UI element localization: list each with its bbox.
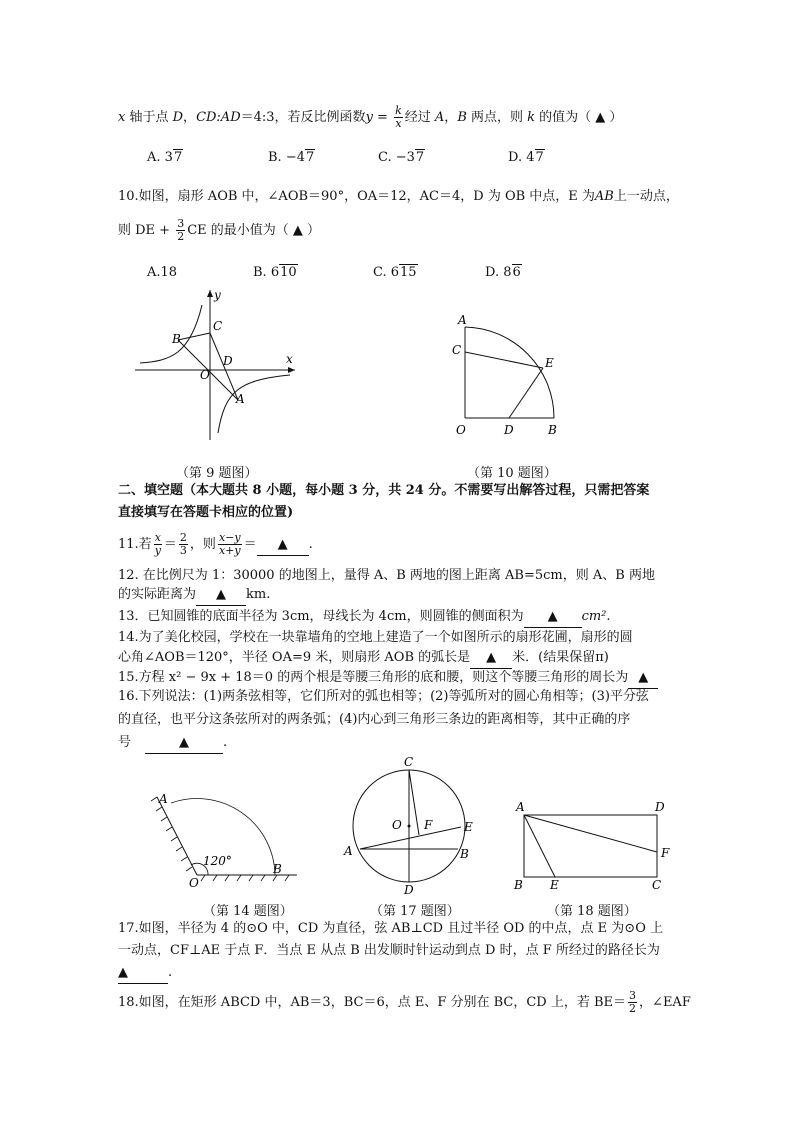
- q11-d: ＝: [243, 537, 257, 552]
- caption-fig14: （第 14 题图）: [203, 904, 293, 919]
- fig10-label-d: D: [504, 423, 514, 437]
- q10-frac-den: 2: [177, 230, 185, 243]
- q12-line2a: 的实际距离为: [118, 587, 197, 602]
- q9-t-e: CD:AD: [196, 110, 241, 125]
- q10-option-c: [373, 263, 418, 283]
- q9-opt-c-label: C. −3: [378, 150, 415, 165]
- fig14-label-b: B: [273, 862, 282, 876]
- figure-9: [130, 285, 305, 445]
- q16-line3b: .: [223, 735, 228, 750]
- fig14-label-angle: 120°: [203, 854, 232, 868]
- q9-opt-b-label: B. −4: [268, 150, 305, 165]
- q9-fraction: [394, 105, 403, 130]
- caption-fig10: （第 10 题图）: [467, 466, 557, 481]
- q10-text3a: 则 DE +: [118, 223, 175, 238]
- fig18-label-b: B: [514, 878, 523, 892]
- q11-a: 11.若: [118, 537, 152, 552]
- q13-answer-blank[interactable]: ▲: [524, 607, 582, 628]
- q13-a: 13．已知圆锥的底面半径为 3cm，母线长为 4cm，则圆锥的侧面积为: [118, 609, 524, 624]
- q10-opt-b-label: B. 6: [253, 265, 280, 280]
- fig9-label-x: x: [286, 352, 293, 366]
- q9-t-l: B: [457, 110, 467, 125]
- q9-t-c: D: [172, 110, 184, 125]
- q9-frac-num: k: [395, 104, 402, 117]
- q9-opt-a-rad: 7: [173, 150, 183, 165]
- q18-fraction: [628, 990, 637, 1015]
- q11-f2-den: 3: [179, 544, 187, 557]
- fig17-label-e: E: [464, 820, 473, 834]
- fig18-label-d: D: [655, 800, 665, 814]
- q9-t-n: k: [527, 110, 536, 125]
- q16-line3: [118, 733, 227, 754]
- q9-opt-d-label: D. 4: [508, 150, 535, 165]
- q10-option-b: [253, 263, 298, 283]
- q9-option-b: [268, 148, 315, 168]
- q10-opt-c-label: C. 6: [373, 265, 400, 280]
- q11-b: ＝: [163, 537, 177, 552]
- fig9-label-b: B: [172, 332, 181, 346]
- q11-c: ，则: [189, 537, 216, 552]
- q16-line2: 的直径，也平分这条弦所对的两条弧；(4)内心到三角形三条边的距离相等，其中正确的序: [118, 712, 631, 727]
- q18-line: [118, 990, 691, 1015]
- q12-line2b: km.: [246, 587, 271, 602]
- fig18-label-f: F: [661, 846, 670, 860]
- fig18-label-e: E: [550, 878, 559, 892]
- q11-f2-num: 2: [179, 531, 187, 544]
- fig17-label-o: O: [392, 818, 402, 832]
- caption-fig18: （第 18 题图）: [547, 904, 637, 919]
- q10-opt-b-rad: 10: [280, 265, 297, 280]
- q16-answer-blank[interactable]: ▲: [145, 733, 223, 754]
- fig10-label-e: E: [545, 356, 554, 370]
- q13-line: [118, 607, 611, 628]
- fig9-label-y: y: [214, 288, 221, 302]
- q9-t-h: =: [372, 110, 393, 125]
- q16-line3a: 号: [118, 735, 132, 750]
- q10-arc: AB: [594, 189, 614, 204]
- q11-frac2: [179, 532, 188, 557]
- q15-line: [118, 668, 658, 689]
- q12-line1: 12. 在比例尺为 1：30000 的地图上，量得 A、B 两地的图上距离 AB=5cm，则 A、B 两地: [118, 568, 655, 583]
- figure-10: [450, 312, 570, 442]
- fig10-label-a: A: [458, 313, 467, 327]
- fig17-label-f: F: [424, 818, 433, 832]
- q18-f-den: 2: [629, 1002, 637, 1015]
- q9-t-f: ＝4:3，若反比例函数: [240, 110, 366, 125]
- q11-f1-den: y: [154, 544, 161, 557]
- q11-e: .: [308, 537, 313, 552]
- q11-frac3: [218, 532, 242, 557]
- q17-answer-blank[interactable]: ▲: [118, 963, 168, 984]
- fig14-label-a: A: [159, 792, 168, 806]
- q10-line2: [118, 218, 320, 243]
- q18-b: ，∠EAF: [639, 995, 691, 1010]
- q10-opt-a-label: A.18: [147, 265, 178, 280]
- q11-f3-den: x+y: [218, 544, 241, 557]
- fig9-label-a: A: [236, 392, 245, 406]
- q14-line1: 14.为了美化校园，学校在一块靠墙角的空地上建造了一个如图所示的扇形花圃，扇形的圆: [118, 630, 633, 645]
- caption-fig9: （第 9 题图）: [176, 466, 258, 481]
- fig17-label-a: A: [344, 844, 353, 858]
- q11-line: [118, 532, 313, 557]
- fig17-label-b: B: [460, 847, 469, 861]
- fig18-label-a: A: [516, 800, 525, 814]
- q11-frac1: [154, 532, 162, 557]
- q9-t-b: 轴于点: [125, 110, 173, 125]
- figure-14: [145, 785, 300, 890]
- q17-line2: 一动点，CF⊥AE 于点 F．当点 E 从点 B 出发顺时针运动到点 D 时，点 F 所经过的路径长为: [118, 943, 660, 958]
- q10-fraction: [176, 218, 185, 243]
- q9-line1: [118, 105, 622, 130]
- fig17-label-c: C: [404, 755, 414, 769]
- q10-frac-num: 3: [177, 217, 185, 230]
- q10-line1: [118, 187, 679, 207]
- q15-a: 15.方程 x² − 9x + 18＝0 的两个根是等腰三角形的底和腰，则这个等腰三角形的周长为: [118, 670, 629, 685]
- q14-line2a: 心角∠AOB＝120°，半径 OA=9 米，则扇形 AOB 的弧长是: [118, 650, 471, 665]
- q9-opt-b-rad: 7: [305, 150, 315, 165]
- fig17-label-d: D: [404, 883, 414, 895]
- q12-answer-blank[interactable]: ▲: [196, 585, 246, 606]
- q11-answer-blank[interactable]: ▲: [257, 535, 309, 556]
- fig10-label-b: B: [548, 423, 557, 437]
- q10-opt-d-rad: 6: [512, 265, 521, 280]
- q9-t-m: 两点，则: [466, 110, 528, 125]
- q11-f3-num: x−y: [218, 531, 241, 544]
- q9-t-d: ，: [183, 110, 197, 125]
- q10-text1: 10.如图，扇形 AOB 中，∠AOB＝90°，OA＝12，AC＝4，D 为 OB 中点，E 为: [118, 189, 595, 204]
- q14-answer-blank[interactable]: ▲: [470, 648, 512, 669]
- q9-frac-den: x: [395, 117, 402, 130]
- q9-t-g: y: [365, 110, 373, 125]
- q9-option-c: [378, 148, 425, 168]
- q9-t-j: A: [434, 110, 445, 125]
- q18-a: 18.如图，在矩形 ABCD 中，AB＝3，BC＝6，点 E、F 分别在 BC，CD 上，若 BE＝: [118, 995, 627, 1010]
- q14-line2b: 米．(结果保留π): [512, 650, 609, 665]
- q9-opt-d-rad: 7: [535, 150, 544, 165]
- caption-fig17: （第 17 题图）: [370, 904, 460, 919]
- fig9-label-c: C: [213, 319, 223, 333]
- q12-line2: [118, 585, 270, 606]
- q17-line1: 17.如图，半径为 4 的⊙O 中，CD 为直径，弦 AB⊥CD 且过半径 OD 的中点，点 E 为⊙O 上: [118, 921, 663, 936]
- q9-opt-c-rad: 7: [415, 150, 425, 165]
- q9-t-i: 经过: [404, 110, 435, 125]
- fig18-label-c: C: [652, 878, 662, 892]
- figure-17: [340, 755, 480, 895]
- figure-18: [510, 795, 675, 895]
- q15-answer-blank[interactable]: ▲: [628, 668, 658, 689]
- q9-t-k: ，: [444, 110, 458, 125]
- q18-f-num: 3: [629, 989, 637, 1002]
- q16-line1: 16.下列说法：(1)两条弦相等，它们所对的弧也相等；(2)等弧所对的圆心角相等；(3)平分弦: [118, 689, 649, 704]
- q9-option-a: [147, 148, 183, 168]
- q9-option-d: [508, 148, 545, 168]
- q13-b: cm².: [581, 609, 611, 624]
- q17-line3: [118, 963, 172, 984]
- q14-line2: [118, 648, 609, 669]
- fig10-label-o: O: [456, 423, 466, 437]
- fig9-label-o: O: [200, 368, 210, 382]
- q11-f1-num: x: [154, 531, 161, 544]
- fig9-label-d: D: [223, 354, 233, 368]
- q10-text2: 上一动点，: [613, 189, 679, 204]
- fig14-label-o: O: [189, 876, 199, 890]
- q9-t-o: 的值为（ ▲ ）: [535, 110, 623, 125]
- q10-option-a: [147, 263, 177, 283]
- q10-opt-c-rad: 15: [400, 265, 417, 280]
- fig10-label-c: C: [452, 343, 462, 357]
- q10-option-d: [485, 263, 522, 283]
- q9-t-a: x: [118, 110, 126, 125]
- q10-opt-d-label: D. 8: [485, 265, 512, 280]
- q10-text3b: CE 的最小值为（ ▲ ）: [187, 223, 321, 238]
- section2-line1: 二、填空题（本大题共 8 小题，每小题 3 分，共 24 分。不需要写出解答过程，只需把答案: [118, 483, 650, 498]
- q9-opt-a-label: A. 3: [147, 150, 173, 165]
- section2-line2: 直接填写在答题卡相应的位置): [118, 505, 294, 520]
- q17-end: .: [168, 965, 173, 980]
